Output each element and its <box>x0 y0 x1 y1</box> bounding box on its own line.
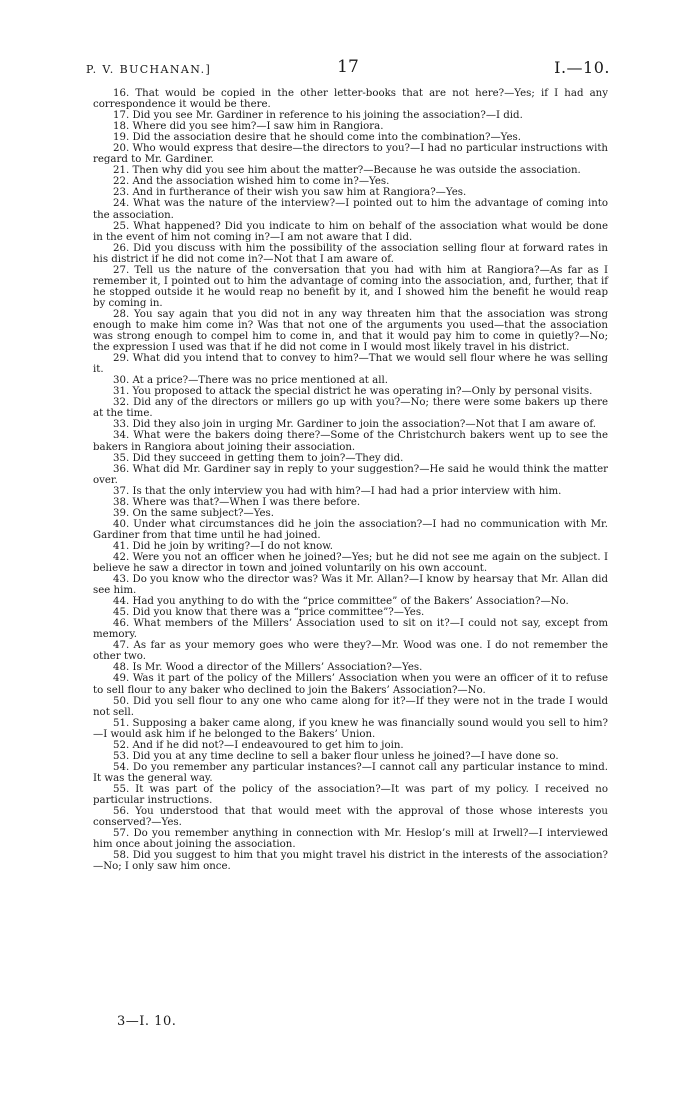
question-answer-paragraph: 58. Did you suggest to him that you might travel his district in the interests of the association?—No; I only saw him once. <box>93 850 608 873</box>
question-answer-paragraph: 26. Did you discuss with him the possibility of the association selling flour at forward rates in his district if he did not come in?—Not that I am aware of. <box>93 242 608 265</box>
question-answer-paragraph: 16. That would be copied in the other letter-books that are not here?—Yes; if I had any correspondence it would be there. <box>93 88 608 111</box>
question-answer-paragraph: 50. Did you sell flour to any one who came along for it?—If they were not in the trade I would not sell. <box>93 695 608 718</box>
page-number: 17 <box>337 57 359 77</box>
question-answer-paragraph: 36. What did Mr. Gardiner say in reply to your suggestion?—He said he would think the matter over. <box>93 463 608 486</box>
question-answer-paragraph: 51. Supposing a baker came along, if you knew he was financially sound would you sell to him?—I would ask him if he belonged to the Bakers’ Union. <box>93 717 608 740</box>
question-answer-paragraph: 57. Do you remember anything in connection with Mr. Heslop’s mill at Irwell?—I interviewed him once about joining the association. <box>93 828 608 851</box>
question-answer-paragraph: 46. What members of the Millers’ Association used to sit on it?—I could not say, except from memory. <box>93 618 608 641</box>
question-answer-paragraph: 30. At a price?—There was no price mentioned at all. <box>113 375 388 387</box>
document-reference: I.—10. <box>554 58 610 77</box>
page-header <box>86 57 610 83</box>
question-answer-paragraph: 23. And in furtherance of their wish you saw him at Rangiora?—Yes. <box>113 187 467 199</box>
question-answer-paragraph: 55. It was part of the policy of the association?—It was part of my policy. I received no particular instructions. <box>93 783 608 806</box>
question-answer-paragraph: 48. Is Mr. Wood a director of the Millers’ Association?—Yes. <box>113 662 423 674</box>
question-answer-paragraph: 17. Did you see Mr. Gardiner in reference to his joining the association?—I did. <box>113 110 523 122</box>
question-answer-paragraph: 53. Did you at any time decline to sell a baker flour unless he joined?—I have done so. <box>113 750 559 762</box>
question-answer-paragraph: 40. Under what circumstances did he join the association?—I had no communication with Mr. Gardiner from that time until he had joined. <box>93 518 608 541</box>
question-answer-paragraph: 38. Where was that?—When I was there before. <box>113 496 361 508</box>
question-answer-paragraph: 35. Did they succeed in getting them to join?—They did. <box>113 452 404 464</box>
question-answer-paragraph: 47. As far as your memory goes who were they?—Mr. Wood was one. I do not remember the other two. <box>93 640 608 663</box>
question-answer-paragraph: 42. Were you not an officer when he joined?—Yes; but he did not see me again on the subject. I believe he saw a director in town and joined voluntarily on his own account. <box>93 551 608 575</box>
question-answer-paragraph: 29. What did you intend that to convey to him?—That we would sell flour where he was selling it. <box>93 353 608 376</box>
question-answer-paragraph: 39. On the same subject?—Yes. <box>113 507 275 519</box>
question-answer-paragraph: 49. Was it part of the policy of the Millers’ Association when you were an officer of it to refuse to sell flour to any baker who declined to join the Bakers’ Association?—No. <box>93 673 608 696</box>
question-answer-paragraph: 32. Did any of the directors or millers go up with you?—No; there were some bakers up there at the time. <box>93 397 608 420</box>
printer-signature: 3—I. 10. <box>117 1014 177 1029</box>
question-answer-paragraph: 44. Had you anything to do with the “price committee” of the Bakers’ Association?—No. <box>113 596 569 608</box>
question-answer-paragraph: 45. Did you know that there was a “price committee”?—Yes. <box>113 607 425 619</box>
question-answer-paragraph: 33. Did they also join in urging Mr. Gardiner to join the association?—Not that I am aware of. <box>113 419 596 431</box>
question-answer-paragraph: 28. You say again that you did not in any way threaten him that the association was strong enough to make him come in? Was that not one of the arguments you used—that the association was strong enough to compel him to come in, and that it would pay him to come in quietly?—No; the expression I used was that if he did not come in I would most likely travel in his district. <box>93 308 608 354</box>
question-answer-paragraph: 20. Who would express that desire—the directors to you?—I had no particular instructions with regard to Mr. Gardiner. <box>93 143 608 166</box>
question-answer-paragraph: 18. Where did you see him?—I saw him in Rangiora. <box>113 121 384 133</box>
question-answer-paragraph: 54. Do you remember any particular instances?—I cannot call any particular instance to mind. It was the general way. <box>93 761 608 784</box>
question-answer-paragraph: 21. Then why did you see him about the matter?—Because he was outside the association. <box>113 165 581 177</box>
question-answer-paragraph: 19. Did the association desire that he should come into the combination?—Yes. <box>113 132 522 144</box>
question-answer-paragraph: 37. Is that the only interview you had with him?—I had had a prior interview with him. <box>113 485 562 497</box>
question-answer-paragraph: 34. What were the bakers doing there?—Some of the Christchurch bakers went up to see the bakers in Rangiora about joining their association. <box>93 430 608 453</box>
question-answer-paragraph: 56. You understood that that would meet with the approval of those whose interests you conserved?—Yes. <box>93 806 608 829</box>
question-answer-paragraph: 52. And if he did not?—I endeavoured to get him to join. <box>113 739 404 751</box>
header-witness-name: P. V. BUCHANAN.] <box>86 63 212 76</box>
question-answer-paragraph: 31. You proposed to attack the special district he was operating in?—Only by personal visits. <box>113 386 593 398</box>
question-answer-paragraph: 27. Tell us the nature of the conversation that you had with him at Rangiora?—As far as I remember it, I pointed out to him the advantage of coming into the association, and, further, that if he stopped outside it he would reap no benefit by it, and I showed him the benefit he would reap by coming in. <box>93 264 608 309</box>
testimony-body <box>93 88 608 872</box>
question-answer-paragraph: 41. Did he join by writing?—I do not know. <box>113 540 334 552</box>
question-answer-paragraph: 22. And the association wished him to come in?—Yes. <box>113 176 390 188</box>
question-answer-paragraph: 43. Do you know who the director was? Was it Mr. Allan?—I know by hearsay that Mr. Allan did see him. <box>93 574 608 597</box>
question-answer-paragraph: 24. What was the nature of the interview?—I pointed out to him the advantage of coming into the association. <box>93 198 608 221</box>
question-answer-paragraph: 25. What happened? Did you indicate to him on behalf of the association what would be done in the event of him not coming in?—I am not aware that I did. <box>93 220 608 243</box>
